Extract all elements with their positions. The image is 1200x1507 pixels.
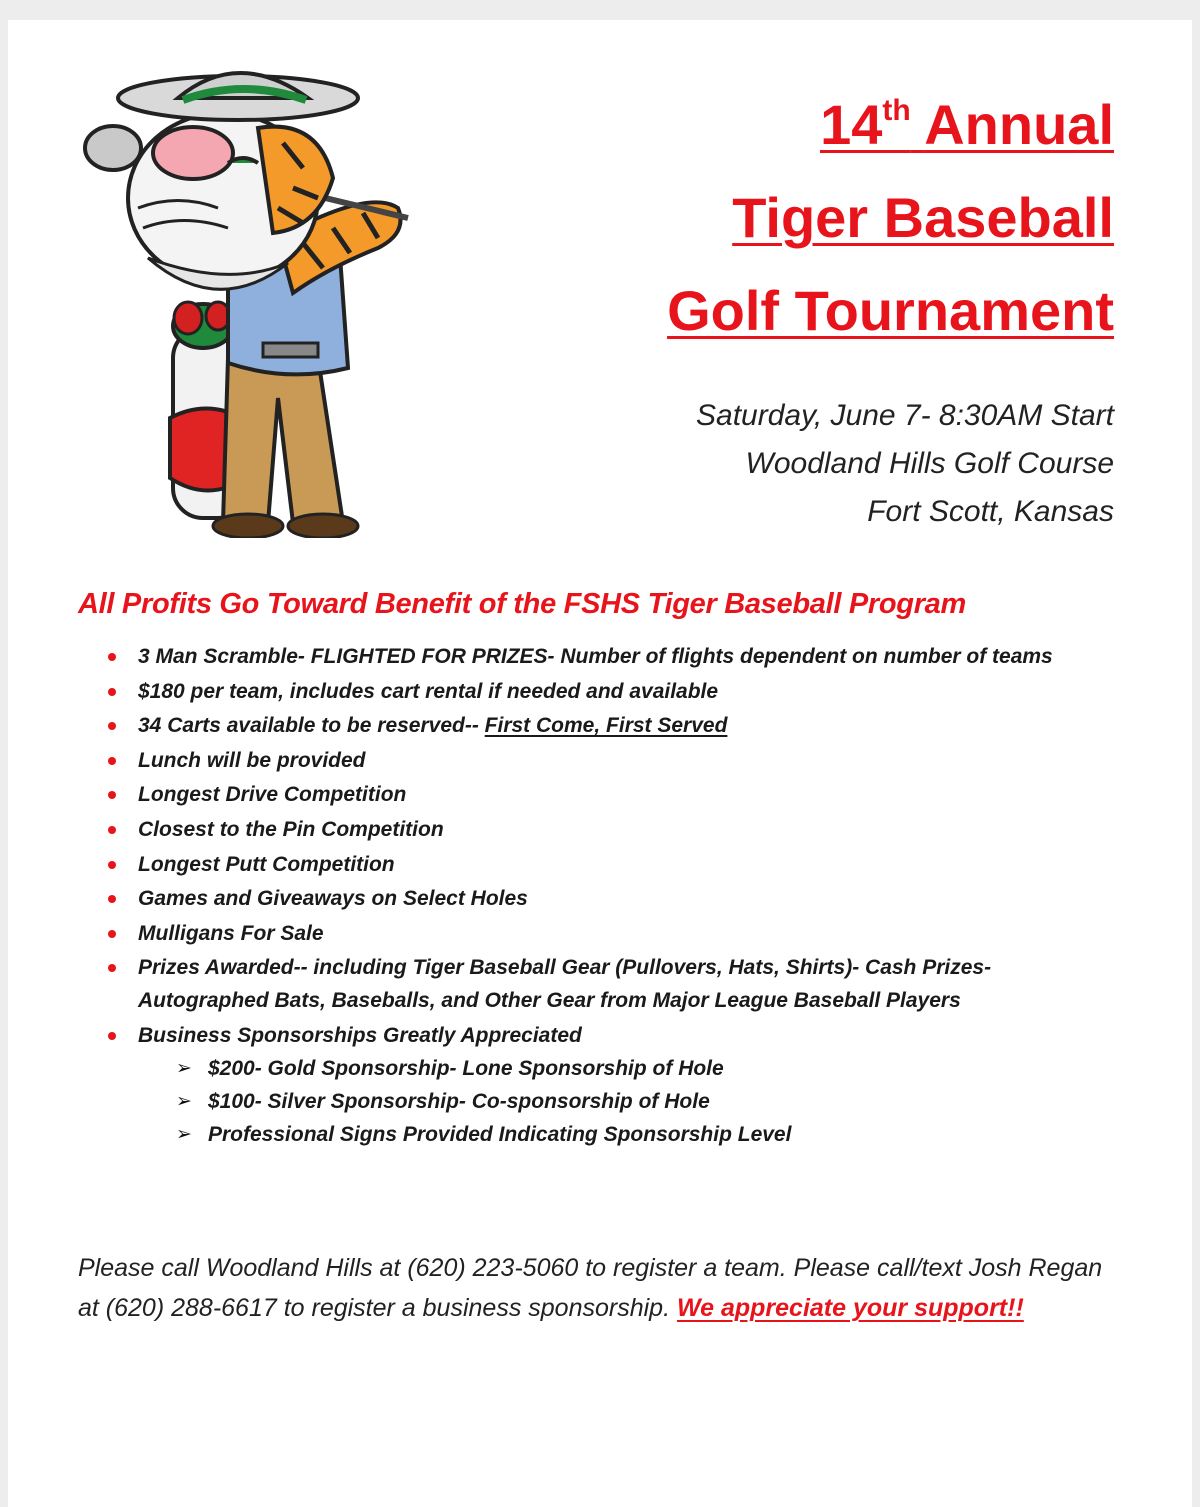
- registration-info: [78, 1248, 1118, 1328]
- list-item-price: $180 per team, includes cart rental if needed and available: [108, 675, 1098, 708]
- sponsorship-levels-list: [138, 1052, 1098, 1151]
- appreciation-note: We appreciate your support!!: [676, 1294, 1024, 1322]
- event-city: Fort Scott, Kansas: [867, 495, 1114, 528]
- title-annual: Annual: [924, 93, 1114, 156]
- list-item-lunch: Lunch will be provided: [108, 744, 1098, 777]
- registration-text: Please call Woodland Hills at (620) 223-5060 to register a team. Please call/text Josh Regan at (620) 288-6617 to register a business sponsorship.: [78, 1254, 1103, 1322]
- list-item-longest-drive: Longest Drive Competition: [108, 778, 1098, 811]
- edition-suffix: th: [882, 94, 911, 127]
- list-item-games: Games and Giveaways on Select Holes: [108, 882, 1098, 915]
- list-item-closest-pin: Closest to the Pin Competition: [108, 813, 1098, 846]
- list-item-mulligans: Mulligans For Sale: [108, 917, 1098, 950]
- title-line-3: Golf Tournament: [667, 279, 1114, 342]
- tournament-title: [667, 78, 1114, 357]
- list-item-prizes: Prizes Awarded-- including Tiger Baseball Gear (Pullovers, Hats, Shirts)- Cash Prizes- Autographed Bats, Baseballs, and Other Gear from Major League Baseball Players: [108, 951, 1098, 1017]
- event-date-time: Saturday, June 7- 8:30AM Start: [696, 399, 1114, 432]
- sponsorship-signs: ➢ Professional Signs Provided Indicating Sponsorship Level: [176, 1118, 1098, 1151]
- list-item-carts: 34 Carts available to be reserved-- First Come, First Served: [108, 709, 1098, 742]
- list-item-longest-putt: Longest Putt Competition: [108, 848, 1098, 881]
- flyer-page: [8, 20, 1192, 1507]
- tiger-golfer-mascot-illustration: [78, 58, 448, 538]
- list-item-sponsorships: Business Sponsorships Greatly Appreciated ➢ $200- Gold Sponsorship- Lone Sponsorship of Hole ➢ $100- Silver Sponsorship- Co-sponsorship of Hole ➢ Professional Signs Provided Indicating Sponsorship Level: [108, 1019, 1098, 1151]
- first-come-first-served: First Come, First Served: [484, 714, 728, 738]
- event-details: [696, 392, 1114, 536]
- event-venue: Woodland Hills Golf Course: [745, 447, 1114, 480]
- details-list: [108, 640, 1098, 1153]
- edition-number: 14: [820, 93, 883, 156]
- sponsorship-silver: ➢ $100- Silver Sponsorship- Co-sponsorship of Hole: [176, 1085, 1098, 1118]
- title-line-2: Tiger Baseball: [732, 186, 1114, 249]
- profits-heading: All Profits Go Toward Benefit of the FSHS Tiger Baseball Program: [78, 588, 966, 620]
- title-line-1: [667, 78, 1114, 171]
- list-item-scramble: 3 Man Scramble- FLIGHTED FOR PRIZES- Number of flights dependent on number of teams: [108, 640, 1098, 673]
- sponsorship-gold: ➢ $200- Gold Sponsorship- Lone Sponsorship of Hole: [176, 1052, 1098, 1085]
